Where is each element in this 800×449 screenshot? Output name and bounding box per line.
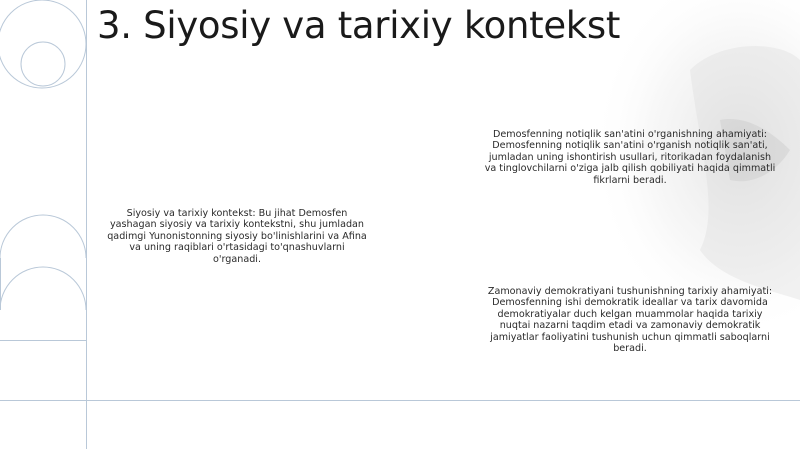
large-ring — [0, 0, 86, 88]
oratory-importance-text-block: Demosfenning notiqlik san'atini o'rganishning ahamiyati: Demosfenning notiqlik san'atini o'rganish notiqlik san'ati, jumladan uning ishontirish usullari, ritorikadan foydalanish va tinglovchilarni o'ziga jalb qilish qobiliyati haqida qimmatli fikrlarni beradi. — [484, 129, 776, 186]
lower-arch — [0, 267, 86, 310]
context-text-block: Siyosiy va tarixiy kontekst: Bu jihat Demosfen yashagan siyosiy va tarixiy kontekstni, shu jumladan qadimgi Yunonistonning siyosiy bo'linishlarini va Afina va uning raqiblari o'rtasidagi to'qnashuvlarni o'rganadi. — [107, 208, 367, 265]
slide-title: 3. Siyosiy va tarixiy kontekst — [97, 4, 621, 47]
small-ring — [21, 42, 65, 86]
upper-arch — [0, 215, 86, 258]
democracy-significance-text-block: Zamonaviy demokratiyani tushunishning tarixiy ahamiyati: Demosfenning ishi demokratik ideallar va tarix davomida demokratiyalar duch kelgan muammolar haqida tarixiy nuqtai nazarni taqdim etadi va zamonaviy demokratik jamiyatlar faoliyatini tushunish uchun qimmatli saboqlarni beradi. — [487, 286, 773, 355]
